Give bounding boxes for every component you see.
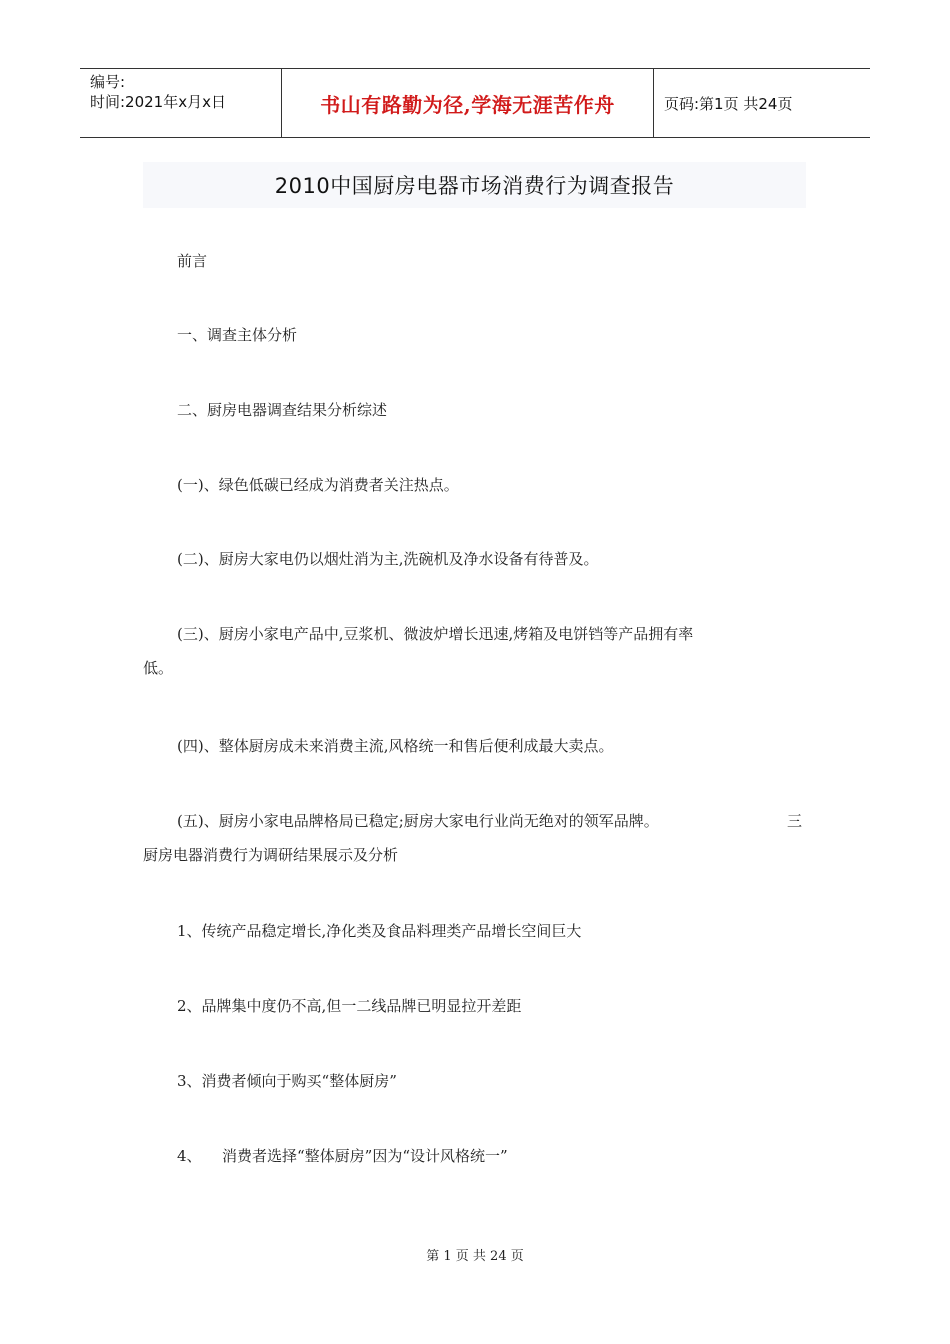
page-footer: 第 1 页 共 24 页 [426,1249,524,1264]
section-2: 二、厨房电器调查结果分析综述 [177,401,388,419]
item-5-line-2: 厨房电器消费行为调研结果展示及分析 [143,846,399,864]
point-4-number: 4、 [177,1147,202,1165]
time-label: 时间:2021年x月x日 [90,93,226,111]
preface: 前言 [177,252,208,270]
point-4-text: 消费者选择“整体厨房”因为“设计风格统一” [222,1147,508,1165]
item-4: (四)、整体厨房成未来消费主流,风格统一和售后便利成最大卖点。 [177,737,614,755]
item-3-line-1: (三)、厨房小家电产品中,豆浆机、微波炉增长迅速,烤箱及电饼铛等产品拥有率 [177,625,694,643]
motto-text: 书山有路勤为径,学海无涯苦作舟 [320,92,615,117]
item-5-line-1: (五)、厨房小家电品牌格局已稳定;厨房大家电行业尚无绝对的领军品牌。 [177,812,659,830]
point-1: 1、传统产品稳定增长,净化类及食品料理类产品增长空间巨大 [177,922,582,940]
number-label: 编号: [90,73,126,91]
section-1: 一、调查主体分析 [177,326,298,344]
item-2: (二)、厨房大家电仍以烟灶消为主,洗碗机及净水设备有待普及。 [177,550,599,568]
item-1: (一)、绿色低碳已经成为消费者关注热点。 [177,476,459,494]
page-info: 页码:第1页 共24页 [664,94,793,113]
header-motto-cell [282,69,654,137]
item-3-line-2: 低。 [143,659,174,677]
header-page-cell [654,69,870,137]
point-2: 2、品牌集中度仍不高,但一二线品牌已明显拉开差距 [177,997,522,1015]
point-3: 3、消费者倾向于购买“整体厨房” [177,1072,397,1090]
item-5-tail: 三 [787,812,803,830]
header-table [80,68,870,138]
title-band [143,162,806,208]
page-title: 2010中国厨房电器市场消费行为调查报告 [274,174,675,198]
header-meta [80,69,282,137]
